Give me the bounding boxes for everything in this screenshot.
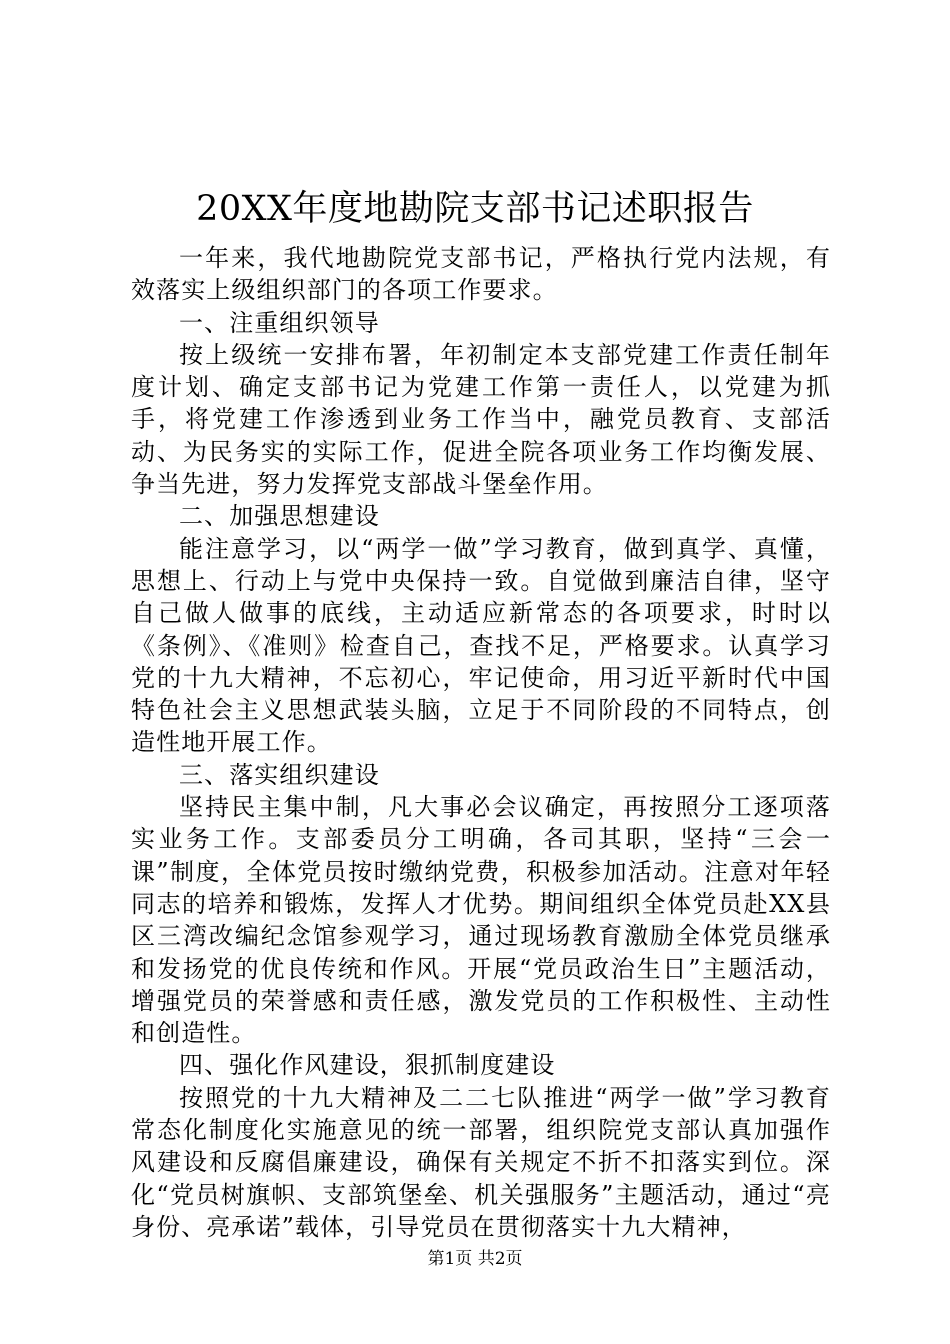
- document-body: [131, 242, 831, 1243]
- section-body-3: 坚持民主集中制，凡大事必会议确定，再按照分工逐项落实业务工作。支部委员分工明确，各司其职，坚持“三会一课”制度，全体党员按时缴纳党费，积极参加活动。注意对年轻同志的培养和锻炼，发挥人才优势。期间组织全体党员赴XX县区三湾改编纪念馆参观学习，通过现场教育激励全体党员继承和发扬党的优良传统和作风。开展“党员政治生日”主题活动，增强党员的荣誉感和责任感，激发党员的工作积极性、主动性和创造性。: [131, 793, 831, 1048]
- section-heading-4: 四、强化作风建设，狠抓制度建设: [179, 1051, 556, 1080]
- section-heading-3: 三、落实组织建设: [179, 760, 380, 789]
- section-body-4: 按照党的十九大精神及二二七队推进“两学一做”学习教育常态化制度化实施意见的统一部署，组织院党支部认真加强作风建设和反腐倡廉建设，确保有关规定不折不扣落实到位。深化“党员树旗帜、支部筑堡垒、机关强服务”主题活动，通过“亮身份、亮承诺”载体，引导党员在贯彻落实十九大精神，: [131, 1083, 831, 1241]
- page-number-footer: 第1页 共2页: [427, 1249, 523, 1269]
- document-title: 20XX年度地勘院支部书记述职报告: [196, 189, 754, 229]
- intro-paragraph: 一年来，我代地勘院党支部书记，严格执行党内法规，有效落实上级组织部门的各项工作要求。: [131, 244, 831, 305]
- section-body-1: 按上级统一安排布署，年初制定本支部党建工作责任制年度计划、确定支部书记为党建工作第一责任人，以党建为抓手，将党建工作渗透到业务工作当中，融党员教育、支部活动、为民务实的实际工作，促进全院各项业务工作均衡发展、争当先进，努力发挥党支部战斗堡垒作用。: [131, 340, 831, 499]
- section-heading-2: 二、加强思想建设: [179, 502, 380, 531]
- section-heading-1: 一、注重组织领导: [179, 308, 380, 337]
- section-body-2: 能注意学习，以“两学一做”学习教育，做到真学、真懂，思想上、行动上与党中央保持一致。自觉做到廉洁自律，坚守自己做人做事的底线，主动适应新常态的各项要求，时时以《条例》、《准则》检查自己，查找不足，严格要求。认真学习党的十九大精神，不忘初心，牢记使命，用习近平新时代中国特色社会主义思想武装头脑，立足于不同阶段的不同特点，创造性地开展工作。: [131, 534, 831, 757]
